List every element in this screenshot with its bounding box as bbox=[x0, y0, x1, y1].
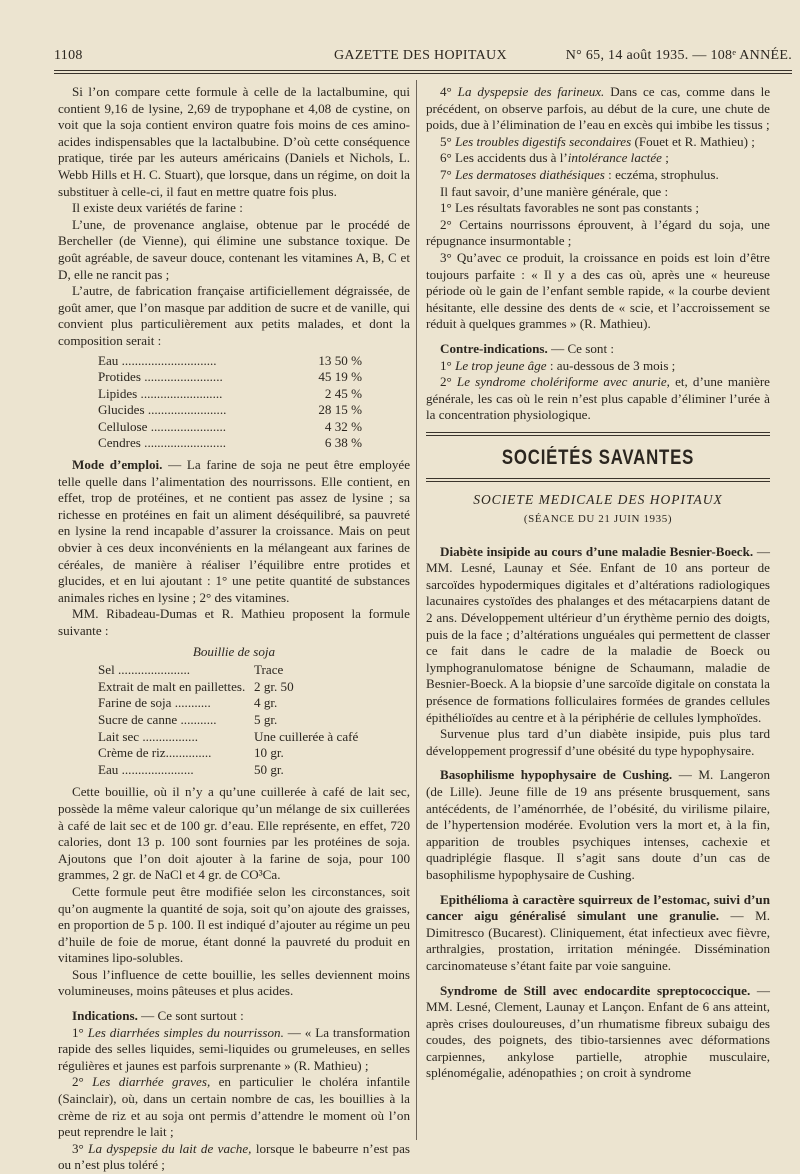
table-row: Eau ............................. 13 50 % bbox=[98, 352, 362, 368]
subheading: Indications. bbox=[72, 1008, 138, 1024]
page-number: 1108 bbox=[54, 48, 83, 63]
list-item: 1° Le trop jeune âge : au-dessous de 3 mois ; bbox=[440, 357, 676, 373]
paragraph: Il existe deux variétés de farine : bbox=[72, 200, 243, 216]
composition-table bbox=[98, 353, 362, 453]
paragraph: 1° Les résultats favorables ne sont pas constants ; bbox=[440, 200, 700, 216]
paragraph: Mode d’emploi. — La farine de soja ne peut être employée telle quelle dans l’alimentation des nourrissons. Elle contient, en effet, trop de protéines, et ne contient pas assez de lysine ; sa richesse en protéines en fait un aliment déséquilibré, sa pauvreté en lysine la rend incapable d’assurer la croissance. Mais on peut obvier à ces deux inconvénients en la mélangeant aux farines de céréales, de manière à réaliser l’équilibre entre protides et glucides, et en lui ajoutant : 1° une petite quantité de substances animales riches en lysine ; 2° des vitamines. bbox=[58, 457, 410, 605]
table-row: Cendres ......................... 6 38 % bbox=[98, 435, 362, 451]
list-item: 6° Les accidents dus à l’intolérance lactée ; bbox=[440, 150, 669, 166]
article-title: Epithélioma à caractère squirreux de l’estomac, suivi d’un cancer aigu généralisé simulant une granulie. bbox=[426, 891, 770, 924]
header-rule-2 bbox=[54, 73, 792, 74]
table-row: Extrait de malt en paillettes. 2 gr. 50 bbox=[98, 678, 294, 694]
list-item: 3° La dyspepsie du lait de vache, lorsque le babeurre n’est pas ou n’est plus toléré ; bbox=[58, 1140, 410, 1173]
paragraph: Contre-indications. — Ce sont : bbox=[440, 340, 614, 356]
table-row: Eau ...................... 50 gr. bbox=[98, 761, 284, 777]
society-name: SOCIETE MEDICALE DES HOPITAUX bbox=[473, 492, 723, 508]
session-date: (SÉANCE DU 21 JUIN 1935) bbox=[523, 513, 673, 526]
list-item: 4° La dyspepsie des farineux. Dans ce cas, comme dans le précédent, on observe parfois, au début de la cure, une chute de poids, due à l’élimination de l’eau en excès qui imbibe les tissus ; bbox=[426, 84, 771, 133]
paragraph: Indications. — Ce sont surtout : bbox=[72, 1008, 244, 1024]
journal-title: GAZETTE DES HOPITAUX bbox=[334, 48, 507, 63]
left-column bbox=[58, 84, 410, 1174]
table-row: Sel ...................... Trace bbox=[98, 662, 284, 678]
section-rule bbox=[426, 432, 770, 436]
table-row: Glucides ........................ 28 15 % bbox=[98, 402, 362, 418]
paragraph: Sous l’influence de cette bouillie, les selles deviennent moins volumineuses, moins pâteuses et plus acides. bbox=[58, 966, 410, 999]
table-row: Farine de soja ........... 4 gr. bbox=[98, 695, 278, 711]
page-header bbox=[54, 44, 792, 66]
article: Basophilisme hypophysaire de Cushing. — M. Langeron (de Lille). Jeune fille de 19 ans présente brusquement, sans antécédents, de l’aménorrhée, de l’obésité, du virilisme pilaire, de l’hypertension modérée. Evolution vers la mort et, à la fin, apparition de troubles psychiques intenses, cachexie et quadriplégie flasque. Il s’agit sans doute d’un cas de basophilisme hypophysaire de Cushing. bbox=[426, 767, 771, 882]
paragraph: L’une, de provenance anglaise, obtenue par le procédé de Bercheller (de Vienne), qui élimine une substance toxique. De goût agréable, de saveur douce, contenant les vitamines A, B, C et D, elle ne rancit pas ; bbox=[58, 216, 410, 282]
issue-info: N° 65, 14 août 1935. — 108ᵉ ANNÉE. bbox=[565, 48, 792, 63]
subheading: Mode d’emploi. bbox=[72, 457, 163, 473]
list-item: 5° Les troubles digestifs secondaires (Fouet et R. Mathieu) ; bbox=[440, 133, 755, 149]
list-item: 7° Les dermatoses diathésiques : eczéma, strophulus. bbox=[440, 166, 719, 182]
table-row: Protides ........................ 45 19 % bbox=[98, 369, 362, 385]
paragraph: MM. Ribadeau-Dumas et R. Mathieu proposent la formule suivante : bbox=[58, 606, 410, 638]
right-column bbox=[426, 84, 770, 1082]
recipe-table bbox=[98, 662, 358, 778]
article: Diabète insipide au cours d’une maladie Besnier-Boeck. — MM. Lesné, Launay et Sée. Enfant de 10 ans porteur de sarcoïdes hypodermiques digitales et d’altérations radiologiques lacunaires cystoïdes des phalanges et des métacarpiens datant de 2 ans. Développement ultérieur d’un érythème pernio des doigts, puis de la face ; d’altérations unguéales qui permettent de classer ce fait dans le cadre de la maladie de Boeck ou lymphogranulomatose bénigne de Schaumann, maladie de Besnier-Boeck. A la biopsie d’une sarcoïde digitale on constata la présence de formations folliculaires formées de grandes cellules épithélioïdes au centre et à la périphérie de cellules lymphoïdes. bbox=[426, 543, 771, 725]
paragraph: Cette bouillie, où il n’y a qu’une cuillerée à café de lait sec, possède la même valeur calorique qu’un mélange de six cuillerées à café de lait sec et de 100 gr. d’eau. Elle représente, en effet, 720 calories, dont 13 p. 100 sont fournies par les protéines de soja. Ajoutons que l’on doit ajouter à la farine de soja, pour 100 grammes, 2 gr. de NaCl et 4 gr. de CO³Ca. bbox=[58, 784, 410, 883]
paragraph: 3° Qu’avec ce produit, la croissance en poids est loin d’être toujours parfaite : « Il y a des cas où, après une « heureuse période où le gain de l’enfant semble rapide, « la courbe devient hésitante, elle dessine des dents de « scie, et l’accroissement se réduit à quelques grammes » (R. Mathieu). bbox=[426, 249, 770, 332]
section-rule bbox=[426, 478, 770, 482]
article-title: Basophilisme hypophysaire de Cushing. bbox=[440, 767, 673, 783]
paragraph: Si l’on compare cette formule à celle de la lactalbumine, qui contient 9,16 de lysine, 2,69 de trypophane et 4,08 de cystine, on voit que la soja contient environ quatre fois moins de ces amino-acides indispensables que la lactalbubine. D’où cette conséquence pratique, tirée par les auteurs américains (Daniels et Nichols, L. Webb Hills et H. C. Stuart), que lorsque, dans un régime, on doit la substituer à celle-ci, il faut en mettre quatre fois plus. bbox=[58, 84, 410, 199]
list-item: 2° Les diarrhée graves, en particulier le choléra infantile (Sainclair), où, dans un certain nombre de cas, les bouillies à la crème de riz et au soja ont permis d’attendre le moment où l’on peut reprendre le lait ; bbox=[58, 1074, 410, 1140]
paragraph: 2° Certains nourrissons éprouvent, à l’égard du soja, une répugnance insurmontable ; bbox=[426, 216, 770, 249]
paragraph: Il faut savoir, d’une manière générale, que : bbox=[440, 183, 669, 199]
article-title: Diabète insipide au cours d’une maladie Besnier-Boeck. bbox=[440, 543, 754, 559]
table-row: Cellulose ....................... 4 32 % bbox=[98, 418, 362, 434]
paragraph: Survenue plus tard d’un diabète insipide, puis plus tard développement progressif d’une obésité du type hypophysaire. bbox=[426, 726, 770, 758]
table-row: Sucre de canne ........... 5 gr. bbox=[98, 711, 278, 727]
article: Syndrome de Still avec endocardite spreptococcique. — MM. Lesné, Clement, Launay et Lançon. Enfant de 6 ans atteint, après crises douloureuses, d’un rhumatisme fibreux subaigu des coudes, des poignets, des tibio-tarsiennes avec déformations carpiennes, ankylose partielle, atrophie musculaire, splénomégalie, adénopathies ; on croit à syndrome bbox=[426, 982, 770, 1081]
paragraph: L’autre, de fabrication française artificiellement dégraissée, de goût amer, que l’on masque par addition de sucre et de vanille, qui convient plus particulièrement aux petits malades, et dont la composition serait : bbox=[58, 283, 410, 348]
paragraph: Cette formule peut être modifiée selon les circonstances, soit qu’on augmente la quantité de soja, soit qu’on ajoute des graisses, en proportion de 5 p. 100. Il est indiqué d’ajouter au régime un peu d’huile de foie de morue, étant donné la pauvreté du produit en vitamines lipo-solubles. bbox=[58, 883, 410, 966]
table-row: Crème de riz.............. 10 gr. bbox=[98, 745, 284, 761]
table-row: Lipides ......................... 2 45 % bbox=[98, 385, 362, 401]
article: Epithélioma à caractère squirreux de l’estomac, suivi d’un cancer aigu généralisé simulant une granulie. — M. Dimitresco (Bucarest). Cliniquement, état infectieux avec fièvre, arthralgies, prostation, irritation méningée. Dissémination carcinomateuse s’étant faite par voie sanguine. bbox=[426, 891, 770, 973]
article-title: Syndrome de Still avec endocardite spreptococcique. bbox=[440, 982, 751, 998]
column-divider bbox=[416, 80, 417, 1140]
section-title: SOCIÉTÉS SAVANTES bbox=[501, 445, 695, 469]
list-item: 1° Les diarrhées simples du nourrisson. — « La transformation rapide des selles liquides, semi-liquides ou grumeleuses, en selles régulières et jaunes est parfois surprenante » (R. Mathieu) ; bbox=[58, 1024, 410, 1073]
recipe-title: Bouillie de soja bbox=[192, 643, 276, 659]
header-rule bbox=[54, 70, 792, 71]
section-header bbox=[426, 432, 770, 483]
table-row: Lait sec ................. Une cuillerée à café bbox=[98, 728, 359, 744]
list-item: 2° Le syndrome cholériforme avec anurie, et, d’une manière générale, les cas où le rein n’est plus capable d’éliminer l’urée à la concentration physiologique. bbox=[426, 374, 770, 423]
subheading: Contre-indications. bbox=[440, 340, 548, 356]
